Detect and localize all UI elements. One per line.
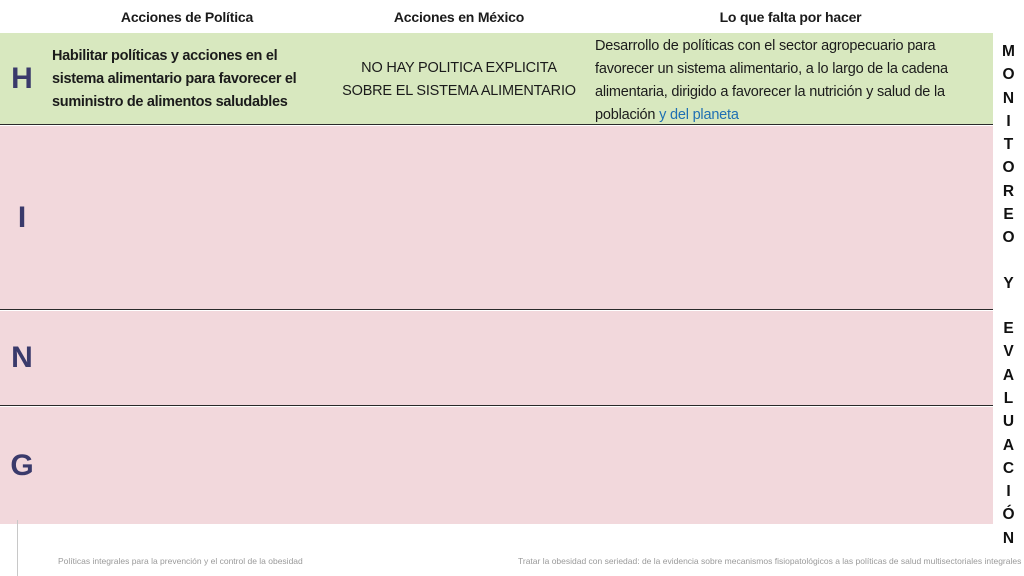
row-letter-n: N [11,341,33,374]
side-letter: E [1003,320,1014,338]
policy-action-cell: Habilitar políticas y acciones en el sistema alimentario para favorecer el suministro de alimentos saludables [52,48,297,110]
header-acciones-mexico: Acciones en México [393,9,525,25]
side-letter: A [1002,436,1015,454]
side-letter: A [1002,366,1015,384]
row-letter-i: I [17,200,27,234]
pending-action-cell [588,33,993,124]
row-letter-g: G [10,448,34,482]
row-letter-h: H [11,61,33,95]
table-header [44,0,993,33]
side-letter: Ó [1002,506,1015,524]
side-letter: N [1002,89,1015,107]
mexico-action-cell: NO HAY POLITICA EXPLICITA SOBRE EL SISTEMA ALIMENTARIO [342,60,576,99]
side-letter: L [1003,389,1014,407]
table-row-i [0,126,993,310]
footer-left-text: Políticas integrales para la prevención y el control de la obesidad [58,556,303,566]
footer-right-text: Tratar la obesidad con seriedad: de la evidencia sobre mecanismos fisiopatológicos a las políticas de salud multisectoriales integrales [518,556,1022,566]
side-letter: O [1002,229,1015,247]
side-letter: U [1002,413,1015,431]
table-row-n [0,311,993,406]
table-row-g [0,407,993,524]
side-letter: E [1003,206,1014,224]
side-letter: T [1003,136,1014,154]
side-letter: I [1006,483,1011,501]
left-divider [17,520,18,576]
side-letter: V [1003,343,1014,361]
side-letter: R [1002,182,1015,200]
pending-action-text: Desarrollo de políticas con el sector agropecuario para favorecer un sistema alimentario, a lo largo de la cadena alimentaria, dirigido a favorecer la nutrición y salud de la población [595,38,948,123]
pending-action-highlight: y del planeta [655,107,739,123]
side-letter: I [1006,112,1011,130]
side-letter: O [1002,159,1015,177]
side-letter: C [1002,459,1015,477]
header-falta-por-hacer: Lo que falta por hacer [719,9,862,25]
side-letter: Y [1003,274,1014,292]
side-letter: N [1002,529,1015,547]
table-row-h [0,33,993,125]
monitoreo-evaluacion-vertical-label [993,40,1024,550]
header-acciones-politica: Acciones de Política [120,9,254,25]
side-letter: O [1002,66,1015,84]
side-letter: M [1002,43,1015,60]
